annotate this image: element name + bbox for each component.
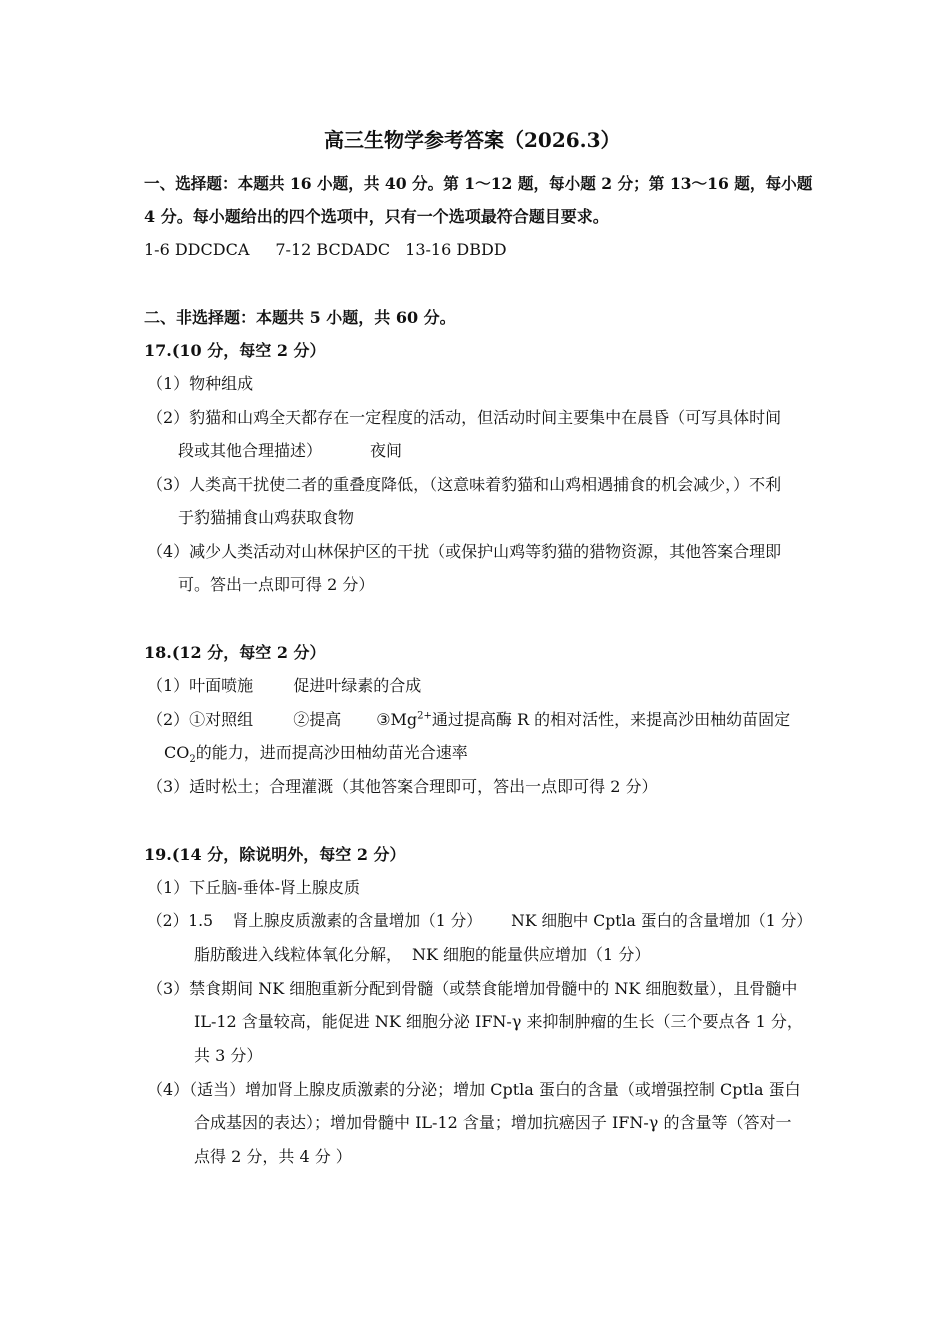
q18-answer-2-part3: $③Mg^{2+}$通过提高酶 R 的相对活性，来提高沙田柚幼苗固定 bbox=[376, 710, 791, 729]
q17-answer-1: （1）物种组成 bbox=[147, 374, 254, 393]
q19-answer-2-part3: NK 细胞中 Cptla 蛋白的含量增加（1 分） bbox=[511, 911, 812, 930]
q19-answer-4-line1: （4）（适当）增加肾上腺皮质激素的分泌；增加 Cptla 蛋白的含量（或增强控制 Cptla 蛋白 bbox=[147, 1080, 801, 1099]
q19-answer-2-part1: （2）1.5 bbox=[147, 911, 214, 930]
choice-answers bbox=[144, 240, 507, 260]
q18-answer-1-part1: （1）叶面喷施 bbox=[147, 676, 254, 695]
q19-answer-2-part2: 肾上腺皮质激素的含量增加（1 分） bbox=[232, 911, 482, 930]
q17-answer-3-line2: 于豹猫捕食山鸡获取食物 bbox=[178, 508, 355, 527]
section1-heading-line2: 4 分。每小题给出的四个选项中，只有一个选项最符合题目要求。 bbox=[144, 207, 609, 226]
answer-group-3: 13-16 DBDD bbox=[405, 240, 507, 259]
q19-answer-4-line3: 点得 2 分，共 4 分 ） bbox=[194, 1147, 352, 1166]
q17-answer-3-line1: （3）人类高干扰使二者的重叠度降低，（这意味着豹猫和山鸡相遇捕食的机会减少，）不利 bbox=[147, 475, 782, 494]
q18-answer-2-part1: （2）①对照组 bbox=[147, 710, 254, 729]
q18-header: 18.(12 分，每空 2 分） bbox=[144, 643, 326, 662]
q17-answer-2-line2 bbox=[178, 441, 402, 461]
q17-answer-2-line1: （2）豹猫和山鸡全天都存在一定程度的活动，但活动时间主要集中在晨昏（可写具体时间 bbox=[147, 408, 782, 427]
q17-answer-2-text: 段或其他合理描述） bbox=[178, 441, 323, 460]
section2-heading: 二、非选择题：本题共 5 小题，共 60 分。 bbox=[144, 308, 456, 327]
q18-answer-2-part2: ②提高 bbox=[293, 710, 342, 729]
q17-answer-2-extra: 夜间 bbox=[370, 441, 403, 460]
q19-answer-2-line2-part1: 脂肪酸进入线粒体氧化分解， bbox=[194, 945, 403, 964]
page-title: 高三生物学参考答案（2026.3） bbox=[324, 128, 621, 152]
q17-header: 17.(10 分，每空 2 分） bbox=[144, 341, 326, 360]
q18-answer-2-line2: $CO_2$的能力，进而提高沙田柚幼苗光合速率 bbox=[164, 743, 468, 766]
q18-answer-3: （3）适时松土；合理灌溉（其他答案合理即可，答出一点即可得 2 分） bbox=[147, 777, 658, 796]
answer-group-1: 1-6 DDCDCA bbox=[144, 240, 250, 259]
q19-answer-4-line2: 合成基因的表达）；增加骨髓中 IL-12 含量；增加抗癌因子 IFN-γ 的含量等（答对一 bbox=[194, 1113, 792, 1132]
q19-answer-3-line2: IL-12 含量较高，能促进 NK 细胞分泌 IFN-γ 来抑制肿瘤的生长（三个要点各 1 分， bbox=[194, 1012, 803, 1031]
q19-answer-2-line2-part2: NK 细胞的能量供应增加（1 分） bbox=[412, 945, 651, 964]
q17-answer-4-line1: （4）减少人类活动对山林保护区的干扰（或保护山鸡等豹猫的猎物资源，其他答案合理即 bbox=[147, 542, 782, 561]
q17-answer-4-line2: 可。答出一点即可得 2 分） bbox=[178, 575, 375, 594]
section1-heading-line1: 一、选择题：本题共 16 小题，共 40 分。第 1～12 题，每小题 2 分；第 13～16 题，每小题 bbox=[144, 174, 813, 193]
q18-answer-2-line1 bbox=[147, 710, 790, 730]
q19-answer-1: （1）下丘脑-垂体-肾上腺皮质 bbox=[147, 878, 360, 897]
answer-group-2: 7-12 BCDADC bbox=[275, 240, 391, 259]
q19-answer-3-line1: （3）禁食期间 NK 细胞重新分配到骨髓（或禁食能增加骨髓中的 NK 细胞数量），且骨髓中 bbox=[147, 979, 798, 998]
q19-answer-2-line1 bbox=[147, 911, 812, 931]
q19-answer-3-line3: 共 3 分） bbox=[194, 1046, 263, 1065]
q19-answer-2-line2 bbox=[194, 945, 650, 965]
q18-answer-1-part2: 促进叶绿素的合成 bbox=[293, 676, 422, 695]
q19-header: 19.(14 分，除说明外，每空 2 分） bbox=[144, 845, 406, 864]
q18-answer-1 bbox=[147, 676, 421, 696]
